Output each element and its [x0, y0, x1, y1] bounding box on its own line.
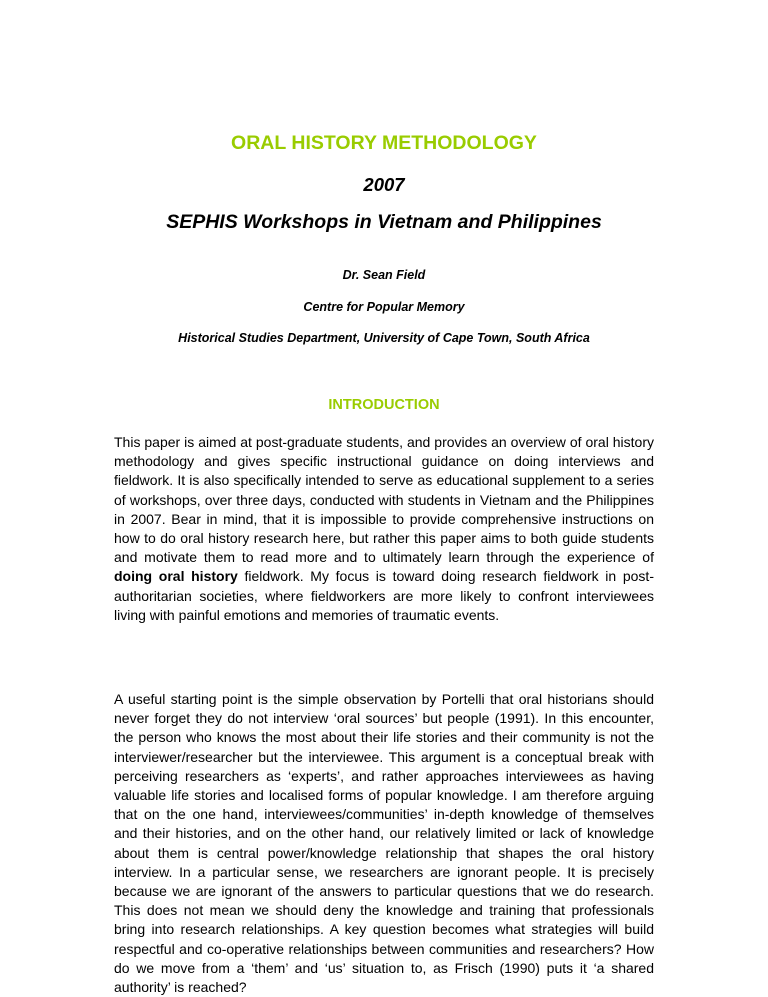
introduction-paragraph-1 [114, 433, 654, 625]
section-heading-introduction: INTRODUCTION [328, 397, 440, 413]
document-subtitle: SEPHIS Workshops in Vietnam and Philippines [166, 211, 602, 233]
paragraph-1-bold-phrase: doing oral history [114, 568, 238, 585]
author-organization: Centre for Popular Memory [303, 300, 465, 314]
document-year: 2007 [363, 174, 405, 195]
paragraph-1-text-end: fieldwork. My focus is toward doing research fieldwork in post-authoritarian societies, where fieldworkers are more likely to confront interviewees living with painful emotions and memories of traumatic events. [114, 568, 654, 623]
introduction-paragraph-2: A useful starting point is the simple observation by Portelli that oral historians should never forget they do not interview ‘oral sources’ but people (1991). In this encounter, the person who knows the most about their life stories and their community is not the interviewer/researcher but the interviewee. This argument is a conceptual break with perceiving researchers as ‘experts’, and rather approaches interviewees as having valuable life stories and localised forms of popular knowledge. I am therefore arguing that on the one hand, interviewees/communities’ in-depth knowledge of themselves and their histories, and on the other hand, our relatively limited or lack of knowledge about them is central power/knowledge relationship that shapes the oral history interview. In a particular sense, we researchers are ignorant people. It is precisely because we are ignorant of the answers to particular questions that we do research. This does not mean we should deny the knowledge and training that professionals bring into research relationships. A key question becomes what strategies will build respectful and co-operative relationships between communities and researchers? How do we move from a ‘them’ and ‘us’ situation to, as Frisch (1990) puts it ‘a shared authority’ is reached? [114, 691, 654, 996]
document-title: ORAL HISTORY METHODOLOGY [231, 132, 537, 154]
paragraph-1-text-start: This paper is aimed at post-graduate students, and provides an overview of oral history methodology and gives specific instructional guidance on doing interviews and fieldwork. It is also specifically intended to serve as educational supplement to a series of workshops, over three days, conducted with students in Vietnam and the Philippines in 2007. Bear in mind, that it is impossible to provide comprehensive instructions on how to do oral history research here, but rather this paper aims to both guide students and motivate them to read more and to ultimately learn through the experience of [114, 434, 654, 566]
author-name: Dr. Sean Field [342, 268, 426, 282]
author-department: Historical Studies Department, University of Cape Town, South Africa [178, 331, 590, 345]
